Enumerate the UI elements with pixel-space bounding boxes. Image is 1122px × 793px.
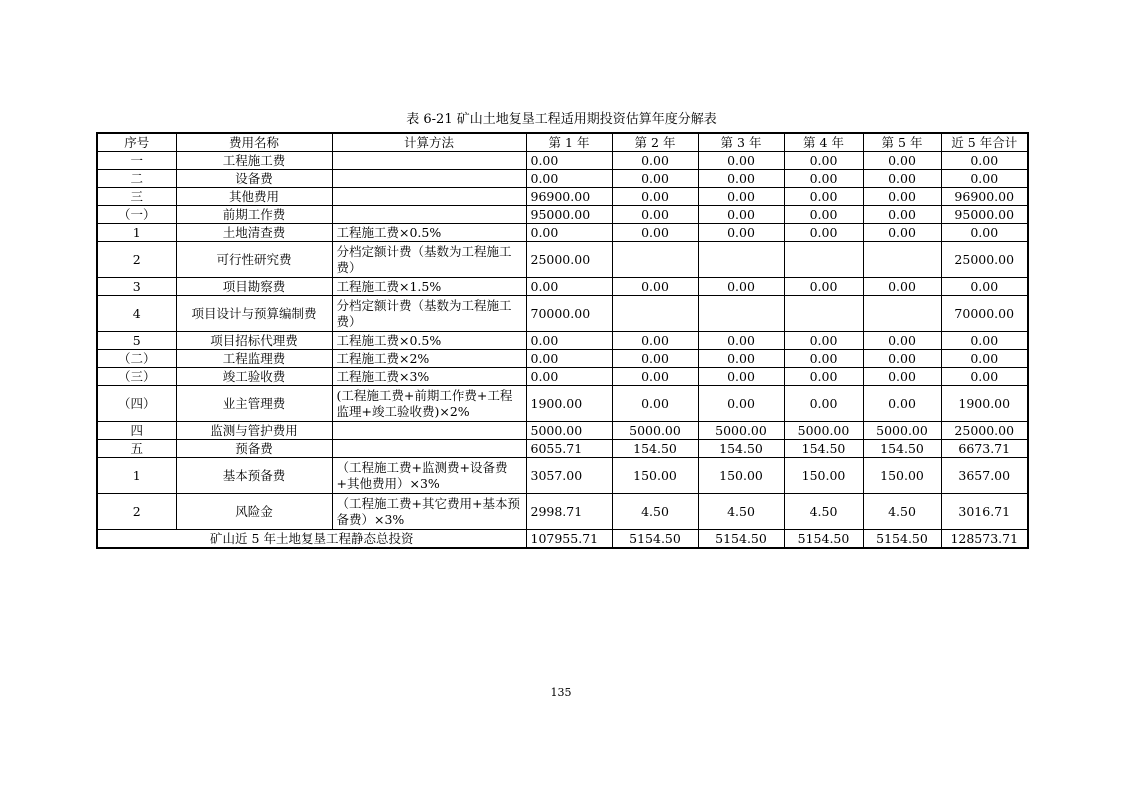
table-row xyxy=(97,152,1028,170)
year2-value: 0.00 xyxy=(612,350,698,368)
year5-value: 150.00 xyxy=(863,458,941,494)
year3-value: 0.00 xyxy=(698,224,784,242)
year3-value: 0.00 xyxy=(698,206,784,224)
table-body xyxy=(97,152,1028,530)
row-number: （二） xyxy=(97,350,176,368)
summary-total: 128573.71 xyxy=(941,530,1028,549)
year2-value: 0.00 xyxy=(612,152,698,170)
year4-value: 150.00 xyxy=(784,458,863,494)
year1-value: 70000.00 xyxy=(526,296,612,332)
header-cell: 第 5 年 xyxy=(863,133,941,152)
summary-label: 矿山近 5 年土地复垦工程静态总投资 xyxy=(97,530,526,549)
row-number: 1 xyxy=(97,458,176,494)
calc-method: 分档定额计费（基数为工程施工费） xyxy=(332,242,526,278)
year2-value: 0.00 xyxy=(612,278,698,296)
year2-value: 4.50 xyxy=(612,494,698,530)
table-row xyxy=(97,368,1028,386)
row-number: 5 xyxy=(97,332,176,350)
year4-value xyxy=(784,242,863,278)
year2-value xyxy=(612,296,698,332)
year5-value xyxy=(863,296,941,332)
table-caption: 表 6-21 矿山土地复垦工程适用期投资估算年度分解表 xyxy=(406,112,717,127)
year3-value: 0.00 xyxy=(698,278,784,296)
year5-value: 4.50 xyxy=(863,494,941,530)
year2-value: 154.50 xyxy=(612,440,698,458)
header-row xyxy=(97,133,1028,152)
year1-value: 1900.00 xyxy=(526,386,612,422)
row-number: 3 xyxy=(97,278,176,296)
row-number: 2 xyxy=(97,494,176,530)
cost-name: 业主管理费 xyxy=(176,386,332,422)
page-number: 135 xyxy=(550,686,572,699)
row-number: 五 xyxy=(97,440,176,458)
year1-value: 0.00 xyxy=(526,368,612,386)
year3-value xyxy=(698,296,784,332)
year5-value: 0.00 xyxy=(863,224,941,242)
cost-name: 项目勘察费 xyxy=(176,278,332,296)
year4-value: 0.00 xyxy=(784,206,863,224)
year4-value: 0.00 xyxy=(784,170,863,188)
year2-value: 0.00 xyxy=(612,386,698,422)
year2-value: 0.00 xyxy=(612,206,698,224)
year5-value: 0.00 xyxy=(863,332,941,350)
cost-name: 设备费 xyxy=(176,170,332,188)
table-row xyxy=(97,494,1028,530)
row-number: 三 xyxy=(97,188,176,206)
row-number: （一） xyxy=(97,206,176,224)
row-number: 2 xyxy=(97,242,176,278)
year1-value: 96900.00 xyxy=(526,188,612,206)
total-value: 96900.00 xyxy=(941,188,1028,206)
summary-row xyxy=(97,530,1028,549)
cost-name: 其他费用 xyxy=(176,188,332,206)
year3-value: 150.00 xyxy=(698,458,784,494)
year1-value: 0.00 xyxy=(526,332,612,350)
row-number: （四） xyxy=(97,386,176,422)
total-value: 0.00 xyxy=(941,278,1028,296)
table-row xyxy=(97,170,1028,188)
calc-method xyxy=(332,440,526,458)
row-number: 二 xyxy=(97,170,176,188)
table-row xyxy=(97,188,1028,206)
cost-name: 风险金 xyxy=(176,494,332,530)
header-cell: 第 2 年 xyxy=(612,133,698,152)
header-cell: 近 5 年合计 xyxy=(941,133,1028,152)
year4-value: 0.00 xyxy=(784,224,863,242)
year1-value: 0.00 xyxy=(526,152,612,170)
year2-value: 0.00 xyxy=(612,170,698,188)
header-cell: 第 1 年 xyxy=(526,133,612,152)
year3-value: 0.00 xyxy=(698,386,784,422)
total-value: 3016.71 xyxy=(941,494,1028,530)
table-row xyxy=(97,386,1028,422)
cost-name: 前期工作费 xyxy=(176,206,332,224)
year4-value: 0.00 xyxy=(784,278,863,296)
year5-value xyxy=(863,242,941,278)
year5-value: 5000.00 xyxy=(863,422,941,440)
calc-method xyxy=(332,170,526,188)
total-value: 70000.00 xyxy=(941,296,1028,332)
total-value: 95000.00 xyxy=(941,206,1028,224)
year3-value: 0.00 xyxy=(698,152,784,170)
calc-method: （工程施工费+监测费+设备费+其他费用）×3% xyxy=(332,458,526,494)
total-value: 0.00 xyxy=(941,152,1028,170)
table-row xyxy=(97,332,1028,350)
year3-value: 0.00 xyxy=(698,368,784,386)
total-value: 0.00 xyxy=(941,332,1028,350)
year2-value: 0.00 xyxy=(612,368,698,386)
year5-value: 0.00 xyxy=(863,152,941,170)
year1-value: 25000.00 xyxy=(526,242,612,278)
year2-value: 0.00 xyxy=(612,332,698,350)
year4-value: 0.00 xyxy=(784,368,863,386)
calc-method: 工程施工费×3% xyxy=(332,368,526,386)
header-cell: 序号 xyxy=(97,133,176,152)
summary-y1: 107955.71 xyxy=(526,530,612,549)
row-number: （三） xyxy=(97,368,176,386)
year4-value xyxy=(784,296,863,332)
total-value: 0.00 xyxy=(941,170,1028,188)
year1-value: 0.00 xyxy=(526,350,612,368)
year4-value: 0.00 xyxy=(784,350,863,368)
year5-value: 0.00 xyxy=(863,170,941,188)
year2-value: 150.00 xyxy=(612,458,698,494)
year1-value: 2998.71 xyxy=(526,494,612,530)
cost-name: 竣工验收费 xyxy=(176,368,332,386)
year3-value: 154.50 xyxy=(698,440,784,458)
year5-value: 154.50 xyxy=(863,440,941,458)
total-value: 25000.00 xyxy=(941,242,1028,278)
year4-value: 0.00 xyxy=(784,332,863,350)
year3-value xyxy=(698,242,784,278)
year1-value: 6055.71 xyxy=(526,440,612,458)
year4-value: 154.50 xyxy=(784,440,863,458)
year5-value: 0.00 xyxy=(863,350,941,368)
year2-value xyxy=(612,242,698,278)
year4-value: 0.00 xyxy=(784,188,863,206)
year5-value: 0.00 xyxy=(863,368,941,386)
table-row xyxy=(97,278,1028,296)
calc-method xyxy=(332,152,526,170)
year5-value: 0.00 xyxy=(863,278,941,296)
total-value: 25000.00 xyxy=(941,422,1028,440)
calc-method: 工程施工费×0.5% xyxy=(332,224,526,242)
calc-method: 工程施工费×0.5% xyxy=(332,332,526,350)
cost-name: 基本预备费 xyxy=(176,458,332,494)
year2-value: 0.00 xyxy=(612,188,698,206)
total-value: 0.00 xyxy=(941,224,1028,242)
header-cell: 第 4 年 xyxy=(784,133,863,152)
calc-method xyxy=(332,422,526,440)
calc-method: 工程施工费×2% xyxy=(332,350,526,368)
year4-value: 5000.00 xyxy=(784,422,863,440)
summary-y5: 5154.50 xyxy=(863,530,941,549)
calc-method: 分档定额计费（基数为工程施工费） xyxy=(332,296,526,332)
year3-value: 0.00 xyxy=(698,350,784,368)
year4-value: 0.00 xyxy=(784,152,863,170)
table-row xyxy=(97,350,1028,368)
year3-value: 0.00 xyxy=(698,170,784,188)
cost-name: 项目招标代理费 xyxy=(176,332,332,350)
cost-name: 工程施工费 xyxy=(176,152,332,170)
year2-value: 0.00 xyxy=(612,224,698,242)
year5-value: 0.00 xyxy=(863,386,941,422)
year5-value: 0.00 xyxy=(863,206,941,224)
total-value: 6673.71 xyxy=(941,440,1028,458)
calc-method xyxy=(332,206,526,224)
table-row xyxy=(97,296,1028,332)
year1-value: 0.00 xyxy=(526,224,612,242)
year1-value: 3057.00 xyxy=(526,458,612,494)
row-number: 4 xyxy=(97,296,176,332)
table-row xyxy=(97,458,1028,494)
row-number: 1 xyxy=(97,224,176,242)
year1-value: 95000.00 xyxy=(526,206,612,224)
cost-name: 可行性研究费 xyxy=(176,242,332,278)
cost-name: 预备费 xyxy=(176,440,332,458)
cost-name: 监测与管护费用 xyxy=(176,422,332,440)
year2-value: 5000.00 xyxy=(612,422,698,440)
year3-value: 4.50 xyxy=(698,494,784,530)
table-row xyxy=(97,206,1028,224)
table-row xyxy=(97,242,1028,278)
row-number: 一 xyxy=(97,152,176,170)
year1-value: 0.00 xyxy=(526,278,612,296)
budget-table xyxy=(96,132,1029,549)
total-value: 1900.00 xyxy=(941,386,1028,422)
calc-method: (工程施工费+前期工作费+工程监理+竣工验收费)×2% xyxy=(332,386,526,422)
cost-name: 土地清查费 xyxy=(176,224,332,242)
year1-value: 0.00 xyxy=(526,170,612,188)
table-row xyxy=(97,224,1028,242)
calc-method: 工程施工费×1.5% xyxy=(332,278,526,296)
calc-method xyxy=(332,188,526,206)
summary-y3: 5154.50 xyxy=(698,530,784,549)
total-value: 3657.00 xyxy=(941,458,1028,494)
total-value: 0.00 xyxy=(941,350,1028,368)
calc-method: （工程施工费+其它费用+基本预备费）×3% xyxy=(332,494,526,530)
row-number: 四 xyxy=(97,422,176,440)
summary-y2: 5154.50 xyxy=(612,530,698,549)
table-row xyxy=(97,422,1028,440)
year3-value: 0.00 xyxy=(698,188,784,206)
year4-value: 4.50 xyxy=(784,494,863,530)
header-cell: 计算方法 xyxy=(332,133,526,152)
year1-value: 5000.00 xyxy=(526,422,612,440)
header-cell: 费用名称 xyxy=(176,133,332,152)
year3-value: 0.00 xyxy=(698,332,784,350)
summary-y4: 5154.50 xyxy=(784,530,863,549)
table-row xyxy=(97,440,1028,458)
year3-value: 5000.00 xyxy=(698,422,784,440)
header-cell: 第 3 年 xyxy=(698,133,784,152)
total-value: 0.00 xyxy=(941,368,1028,386)
year5-value: 0.00 xyxy=(863,188,941,206)
cost-name: 工程监理费 xyxy=(176,350,332,368)
year4-value: 0.00 xyxy=(784,386,863,422)
cost-name: 项目设计与预算编制费 xyxy=(176,296,332,332)
